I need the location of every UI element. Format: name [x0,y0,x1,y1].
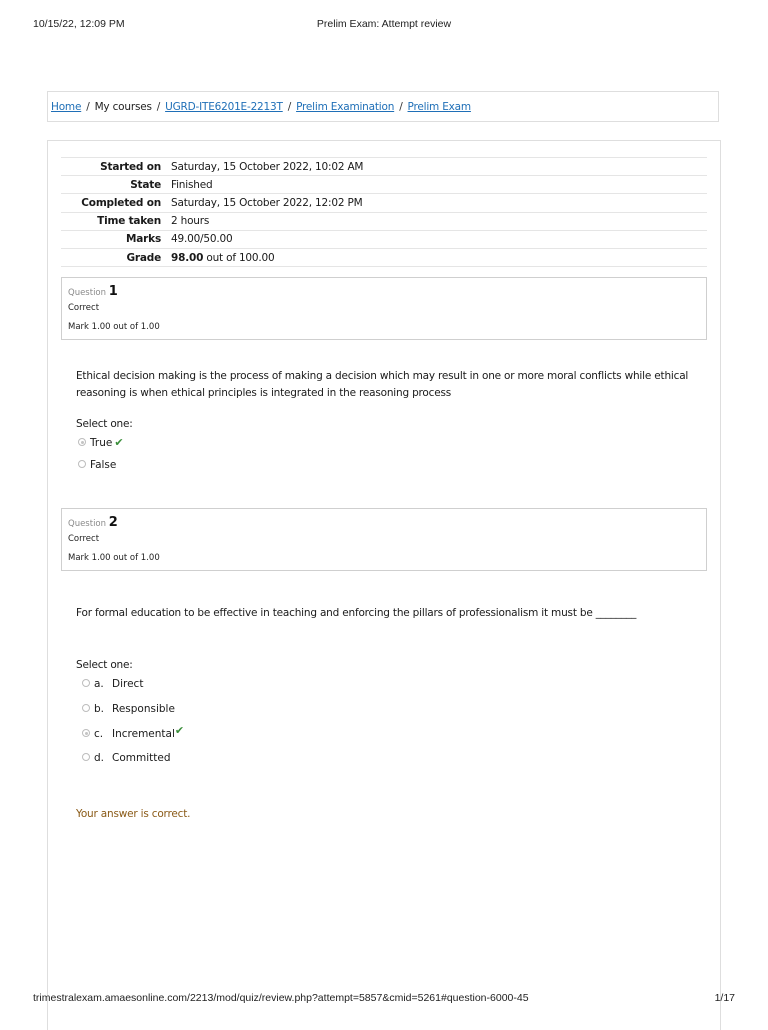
print-page-number: 1/17 [714,992,735,1004]
summary-value: Saturday, 15 October 2022, 12:02 PM [171,196,363,209]
radio-button[interactable] [82,729,90,737]
summary-value: Saturday, 15 October 2022, 10:02 AM [171,160,364,173]
question-state: Correct [68,534,100,544]
question-1-info [61,277,707,340]
option-label: Incremental [112,728,175,740]
option-true[interactable] [78,436,124,449]
summary-row-started [61,158,707,176]
summary-label: Completed on [81,196,161,209]
question-2-info [61,508,707,571]
breadcrumb-separator: / [86,101,90,113]
summary-row-completed [61,194,707,212]
summary-value: Finished [171,178,213,191]
print-header [0,18,768,32]
option-letter: c. [94,728,104,740]
breadcrumb-separator: / [399,101,403,113]
summary-label: Grade [126,251,161,264]
breadcrumb-section-link[interactable]: Prelim Examination [296,101,395,113]
option-a[interactable] [82,678,143,691]
option-label: Direct [112,678,144,690]
correct-check-icon: ✔ [174,724,185,737]
radio-button[interactable] [78,460,86,468]
option-letter: b. [94,703,105,715]
question-mark: Mark 1.00 out of 1.00 [68,322,160,332]
option-label: True [90,437,113,449]
radio-button[interactable] [82,753,90,761]
summary-row-grade [61,248,707,266]
select-one-label: Select one: [76,659,133,671]
summary-row-state [61,176,707,194]
breadcrumb-my-courses: My courses [94,101,152,113]
option-label: False [90,459,117,471]
option-label: Responsible [112,703,175,715]
breadcrumb-separator: / [287,101,292,113]
radio-button[interactable] [82,679,90,687]
summary-value: 2 hours [171,215,210,228]
question-mark: Mark 1.00 out of 1.00 [68,553,160,563]
attempt-summary-table [61,157,707,267]
option-letter: d. [94,752,105,764]
summary-row-marks [61,230,707,248]
question-number [68,284,118,299]
option-c[interactable] [82,724,185,740]
summary-label: Started on [100,160,161,173]
option-label: Committed [112,752,171,764]
radio-button[interactable] [82,704,90,712]
main-content-region [47,140,721,1030]
question-1-text: Ethical decision making is the process of making a decision which may result in one or more moral conflicts while ethical reasoning is when ethical principles is integrated in the reasoning process [76,370,689,399]
option-letter: a. [94,678,104,690]
print-datetime: 10/15/22, 12:09 PM [33,18,125,30]
summary-value: 49.00/50.00 [171,233,233,246]
select-one-label: Select one: [76,418,133,430]
breadcrumb-course-link[interactable]: UGRD-ITE6201E-2213T [165,101,283,113]
summary-label: State [130,178,161,191]
radio-button[interactable] [78,438,86,446]
print-url: trimestralexam.amaesonline.com/2213/mod/quiz/review.php?attempt=5857&cmid=5261#question-6000-45 [33,992,529,1004]
question-label: Question [68,519,107,529]
option-b[interactable] [82,703,175,716]
breadcrumb [47,91,719,122]
correct-check-icon: ✔ [114,436,124,449]
summary-label: Marks [126,233,161,246]
summary-row-time [61,212,707,230]
question-state: Correct [68,303,100,313]
question-number-value: 2 [108,515,118,530]
summary-value [171,248,707,266]
question-2-text: For formal education to be effective in teaching and enforcing the pillars of professionalism it must be ________ [76,607,637,619]
grade-score: 98.00 [171,251,204,264]
question-number [68,515,118,530]
breadcrumb-separator: / [156,101,161,113]
question-label: Question [68,288,107,298]
breadcrumb-home-link[interactable]: Home [51,101,82,113]
option-d[interactable] [82,752,171,765]
print-title: Prelim Exam: Attempt review [316,18,452,30]
option-false[interactable] [78,459,116,472]
question-number-value: 1 [108,284,118,299]
breadcrumb-quiz-link[interactable]: Prelim Exam [407,101,471,113]
answer-feedback: Your answer is correct. [76,808,191,820]
summary-label: Time taken [97,215,161,228]
grade-out-of: out of 100.00 [203,251,275,264]
